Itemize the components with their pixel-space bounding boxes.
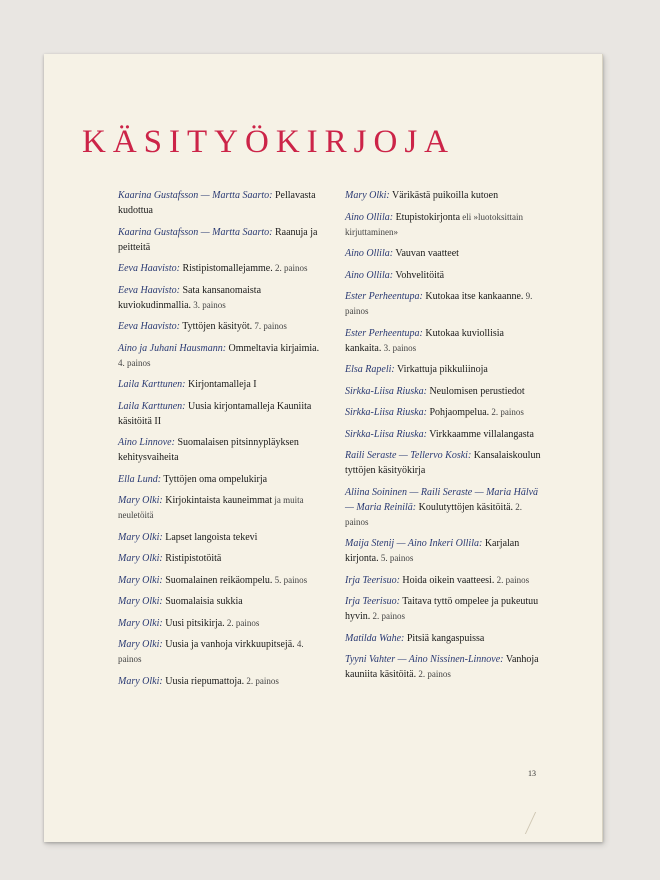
book-entry — [118, 674, 326, 689]
book-entry — [118, 261, 326, 276]
book-author: Mary Olki: — [118, 617, 163, 629]
book-entry — [118, 573, 326, 588]
book-title: Uusia kirjontamalleja Kauniita käsitöitä II — [118, 400, 312, 427]
book-edition: 2. painos — [345, 501, 523, 527]
book-author: Mary Olki: — [118, 553, 163, 564]
book-author: Mary Olki: — [345, 190, 390, 201]
page-title: KÄSITYÖKIRJOJA — [82, 124, 456, 160]
book-edition: 3. painos — [381, 342, 417, 353]
book-author: Aino ja Juhani Hausmann: — [118, 342, 227, 354]
book-title: Vauvan vaatteet — [393, 248, 459, 259]
book-author: Eeva Haavisto: — [118, 321, 180, 332]
book-entry — [118, 551, 326, 566]
book-author: Sirkka-Liisa Riuska: — [345, 385, 427, 397]
book-title: Kirjokintaista kauneimmat — [162, 495, 273, 506]
book-author: Maija Stenij — Aino Inkeri Ollila: — [345, 538, 483, 549]
book-author: Mary Olki: — [118, 596, 163, 607]
book-author: Elsa Rapeli: — [345, 364, 395, 375]
book-author: Ester Perheentupa: — [345, 291, 423, 302]
book-edition: 3. painos — [191, 299, 226, 310]
book-title: Karjalan kirjonta. — [345, 538, 520, 564]
book-entry — [345, 485, 541, 530]
book-entry — [345, 427, 541, 442]
book-edition: 4. painos — [118, 639, 304, 664]
book-author: Eeva Haavisto: — [118, 263, 180, 274]
book-edition: 2. painos — [489, 407, 524, 417]
book-author: Irja Teerisuo: — [345, 596, 400, 607]
book-title: Suomalainen reikäompelu. — [162, 574, 273, 586]
book-entry — [345, 362, 541, 377]
book-author: Mary Olki: — [118, 495, 163, 506]
book-entry — [345, 405, 541, 420]
book-title: Ristipistomallejamme. — [179, 263, 273, 274]
book-edition: 2. painos — [224, 617, 260, 628]
book-entry — [345, 536, 541, 566]
book-entry — [118, 188, 326, 218]
book-author: Mary Olki: — [118, 574, 163, 586]
book-author: Matilda Wahe: — [345, 632, 405, 644]
book-title: Virkattuja pikkuliinoja — [394, 364, 488, 375]
right-book-list — [345, 188, 541, 689]
book-title: Kirjontamalleja I — [185, 379, 257, 390]
left-book-list — [118, 188, 326, 695]
book-author: Aino Ollila: — [345, 269, 394, 281]
book-entry — [345, 631, 541, 646]
book-author: Ella Lund: — [118, 473, 162, 485]
book-title: Sata kansanomaista kuviokudinmallia. — [118, 284, 262, 311]
book-entry — [118, 594, 326, 609]
book-author: Kaarina Gustafsson — Martta Saarto: — [118, 190, 273, 201]
book-title: Etupistokirjonta — [393, 211, 461, 223]
book-title: Pitsiä kangaspuissa — [404, 632, 485, 644]
book-title: Neulomisen perustiedot — [426, 385, 525, 397]
book-author: Laila Karttunen: — [118, 379, 186, 390]
book-edition: ja muita neuletöitä — [118, 495, 304, 520]
page-number: 13 — [528, 769, 536, 778]
book-title: Tyttöjen oma ompelukirja — [161, 473, 268, 485]
book-entry — [118, 377, 326, 392]
book-edition: eli »luotoksittain kirjuttaminen» — [345, 211, 524, 237]
book-author: Ester Perheentupa: — [345, 327, 423, 339]
book-entry — [118, 472, 326, 487]
book-author: Aino Linnove: — [118, 437, 175, 448]
book-author: Irja Teerisuo: — [345, 574, 400, 586]
book-title: Pohjaompelua. — [426, 407, 490, 418]
book-title: Suomalaisen pitsinnypläyksen kehitysvaiheita — [118, 437, 299, 463]
book-title: Vohvelitöitä — [393, 269, 445, 281]
book-entry — [118, 283, 326, 313]
book-edition: 2. painos — [272, 263, 308, 273]
book-entry — [345, 594, 541, 624]
book-title: Kansalaiskoulun tyttöjen käsityökirja — [345, 450, 541, 476]
book-author: Kaarina Gustafsson — Martta Saarto: — [118, 226, 273, 238]
book-title: Kutokaa itse kankaanne. — [422, 291, 524, 302]
book-entry — [345, 448, 541, 478]
book-title: Ommeltavia kirjaimia. — [226, 342, 320, 354]
book-title: Koulutyttöjen käsitöitä. — [416, 501, 514, 513]
book-title: Uusi pitsikirja. — [162, 617, 225, 629]
book-entry — [118, 341, 326, 371]
book-entry — [345, 384, 541, 399]
book-entry — [345, 326, 541, 356]
book-entry — [345, 246, 541, 261]
book-entry — [345, 268, 541, 283]
book-author: Aino Ollila: — [345, 211, 394, 223]
book-edition: 5. painos — [272, 574, 308, 585]
book-author: Raili Seraste — Tellervo Koski: — [345, 450, 472, 461]
book-title: Tyttöjen käsityöt. — [179, 321, 253, 332]
book-title: Ristipistotöitä — [162, 553, 222, 564]
book-author: Mary Olki: — [118, 675, 163, 687]
book-title: Virkkaamme villalangasta — [426, 428, 534, 440]
book-title: Suomalaisia sukkia — [162, 596, 243, 607]
book-title: Taitava tyttö ompelee ja pukeutuu hyvin. — [345, 596, 539, 622]
book-title: Raanuja ja peitteitä — [118, 226, 318, 253]
book-title: Värikästä puikoilla kutoen — [389, 190, 499, 201]
book-entry — [118, 225, 326, 255]
book-author: Sirkka-Liisa Riuska: — [345, 407, 427, 418]
book-title: Vanhoja kauniita käsitöitä. — [345, 654, 539, 680]
book-entry — [345, 188, 541, 203]
book-entry — [118, 399, 326, 429]
book-edition: 7. painos — [252, 321, 287, 331]
book-title: Uusia ja vanhoja virkkuupitsejä. — [162, 639, 295, 650]
book-entry — [118, 319, 326, 334]
book-edition: 2. painos — [416, 669, 451, 679]
book-edition: 2. painos — [244, 675, 279, 686]
book-entry — [118, 637, 326, 667]
book-edition: 9. painos — [345, 291, 533, 316]
book-author: Tyyni Vahter — Aino Nissinen-Linnove: — [345, 654, 504, 665]
book-title: Lapset langoista tekevi — [162, 531, 258, 543]
book-entry — [345, 573, 541, 588]
book-edition: 2. painos — [494, 574, 530, 585]
book-entry — [118, 435, 326, 465]
book-entry — [345, 652, 541, 682]
book-entry — [118, 616, 326, 631]
book-author: Aino Ollila: — [345, 248, 394, 259]
book-title: Hoida oikein vaatteesi. — [399, 574, 495, 586]
book-author: Sirkka-Liisa Riuska: — [345, 428, 427, 440]
book-title: Pellavasta kudottua — [118, 190, 316, 216]
book-entry — [345, 210, 541, 240]
book-author: Mary Olki: — [118, 639, 163, 650]
book-edition: 4. painos — [118, 357, 151, 368]
book-title: Kutokaa kuviollisia kankaita. — [345, 327, 504, 354]
book-author: Eeva Haavisto: — [118, 284, 180, 296]
book-entry — [345, 289, 541, 319]
book-author: Mary Olki: — [118, 531, 163, 543]
book-entry — [118, 530, 326, 545]
book-author: Laila Karttunen: — [118, 400, 186, 412]
book-title: Uusia riepumattoja. — [162, 675, 245, 687]
book-edition: 5. painos — [378, 553, 414, 563]
book-author: Aliina Soininen — Raili Seraste — Maria Hälvä — Maria Reinilä: — [345, 486, 539, 513]
book-edition: 2. painos — [370, 611, 406, 621]
book-entry — [118, 493, 326, 523]
